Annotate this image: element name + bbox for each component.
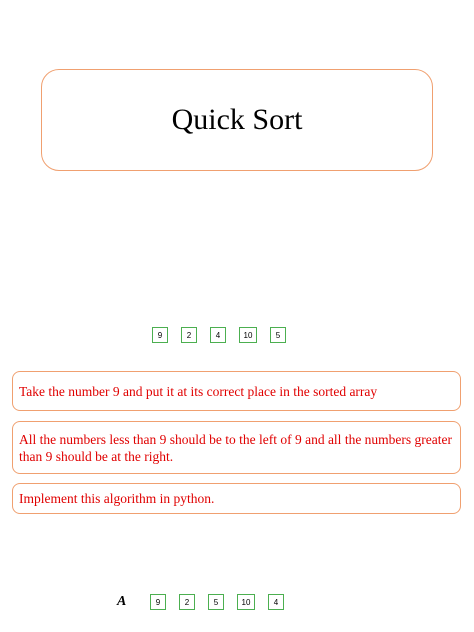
initial-array (152, 327, 299, 343)
page-title: Quick Sort (171, 103, 303, 136)
note-step-description (12, 371, 461, 411)
array-cell: 2 (179, 594, 195, 610)
note-text: Implement this algorithm in python. (19, 491, 215, 506)
array-cell: 5 (208, 594, 224, 610)
array-cell: 10 (239, 327, 257, 343)
array-cell: 9 (150, 594, 166, 610)
note-partition-rule (12, 421, 461, 474)
note-text: All the numbers less than 9 should be to the left of 9 and all the numbers greater than 9 should be at the right. (19, 431, 453, 464)
array-cell: 5 (270, 327, 286, 343)
note-task (12, 483, 461, 514)
step-array (150, 594, 297, 610)
array-cell: 10 (237, 594, 255, 610)
array-cell: 9 (152, 327, 168, 343)
step-label: A (117, 594, 127, 609)
cut-off-text-row (0, 622, 474, 632)
array-cell: 2 (181, 327, 197, 343)
title-box (41, 69, 433, 171)
array-cell: 4 (210, 327, 226, 343)
note-text: Take the number 9 and put it at its correct place in the sorted array (19, 383, 378, 399)
array-cell: 4 (268, 594, 284, 610)
